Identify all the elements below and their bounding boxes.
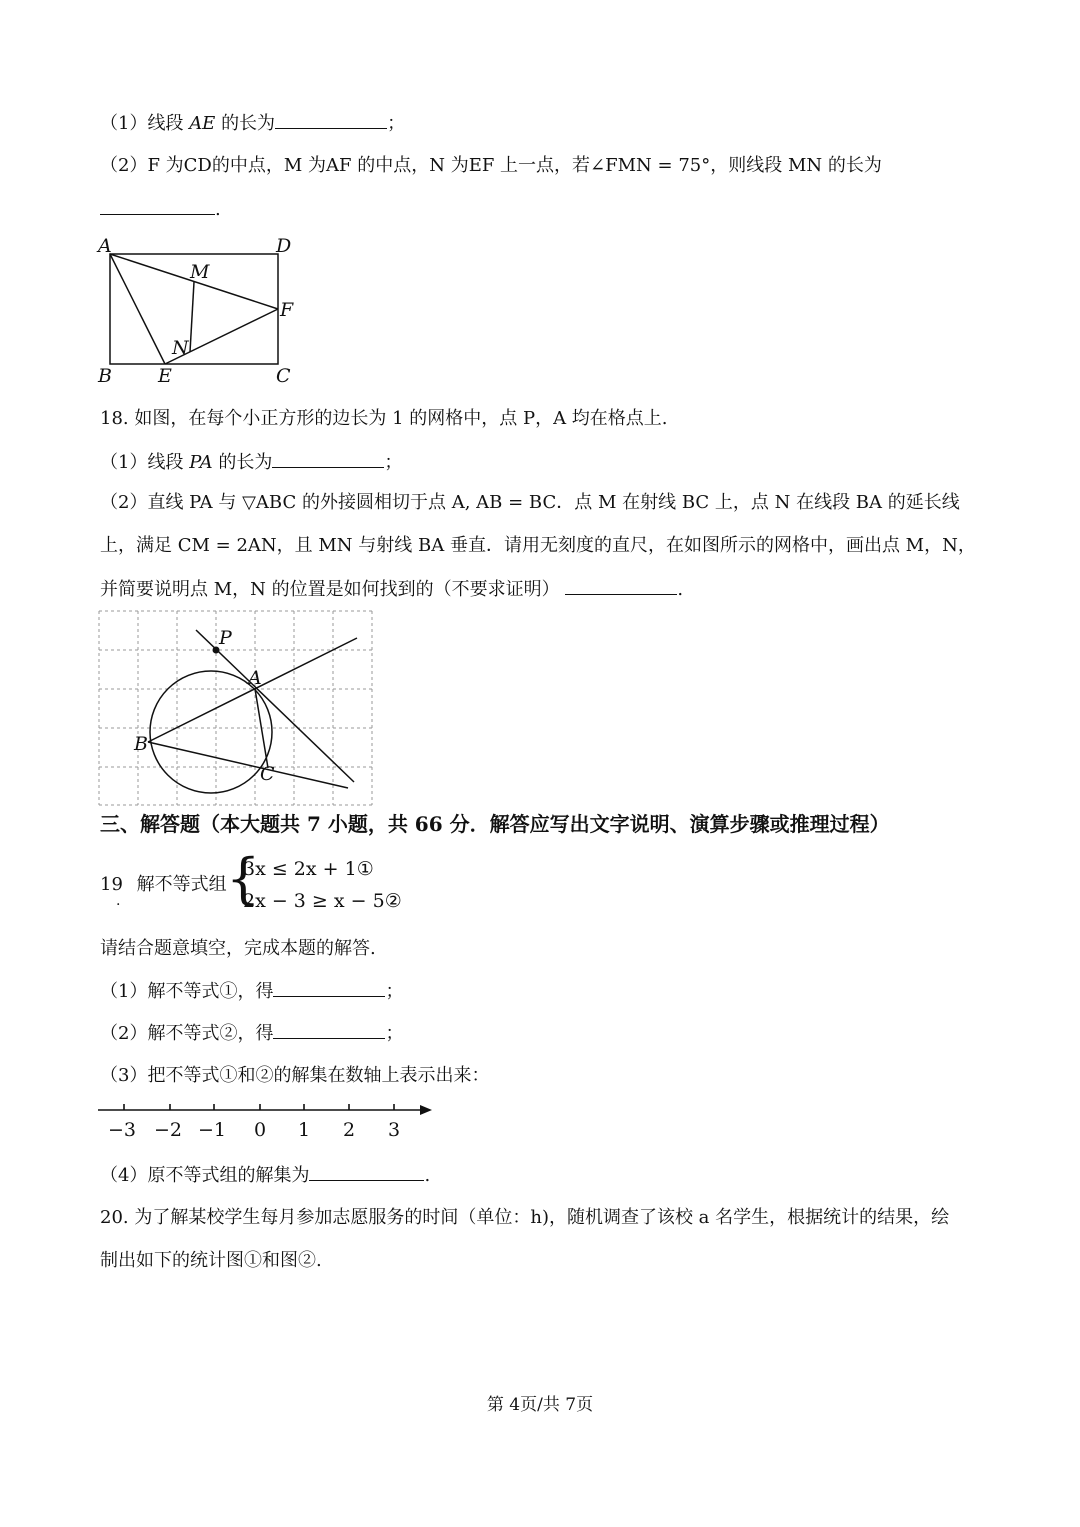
q17-part2 bbox=[100, 153, 882, 179]
q19-number: 19 bbox=[100, 874, 123, 895]
q17-part1: （1）线段 AE 的长为 ； bbox=[100, 110, 405, 137]
grid-lines bbox=[99, 611, 372, 805]
q19-inequality-2: 2x − 3 ≥ x − 5② bbox=[243, 890, 402, 912]
section3-heading-text: 三、解答题（本大题共 7 小题，共 66 分．解答应写出文字说明、演算步骤或推理过程） bbox=[100, 812, 890, 836]
q18-answer1-blank[interactable] bbox=[272, 449, 384, 468]
tick-label: 1 bbox=[297, 1119, 311, 1141]
q19-part3 bbox=[100, 1063, 489, 1089]
q20-line1 bbox=[100, 1205, 949, 1231]
label-f: F bbox=[280, 299, 294, 321]
q18-stem bbox=[100, 406, 668, 432]
q19-part3-text: （3）把不等式①和②的解集在数轴上表示出来： bbox=[100, 1065, 490, 1086]
label-c: C bbox=[260, 763, 275, 785]
q19-instruction-text: 请结合题意填空，完成本题的解答. bbox=[100, 938, 376, 959]
section3-heading bbox=[100, 811, 890, 837]
segment-mn bbox=[190, 282, 194, 352]
q18-grid-figure bbox=[98, 610, 374, 806]
q19-dot: . bbox=[116, 893, 121, 909]
q19-part2: （2）解不等式②，得 ； bbox=[100, 1020, 403, 1047]
q19-part4-text: （4）原不等式组的解集为 bbox=[100, 1165, 310, 1186]
q18-part1-label: （1）线段 bbox=[100, 452, 184, 473]
tick-label: 3 bbox=[387, 1119, 401, 1141]
label-a: A bbox=[248, 667, 262, 689]
system-brace: { bbox=[226, 847, 261, 910]
q19-part2-text: （2）解不等式②，得 bbox=[100, 1023, 274, 1044]
arrow-right-icon bbox=[420, 1105, 432, 1115]
q17-part2-text: （2）F 为CD的中点，M 为AF 的中点，N 为EF 上一点，若∠FMN = 75°，则线段 MN 的长为 bbox=[100, 155, 882, 176]
q18-part2-line1 bbox=[100, 490, 960, 516]
tick-label: 0 bbox=[253, 1119, 267, 1141]
q17-part1-var: AE bbox=[189, 113, 216, 134]
q18-part2-line1-text: （2）直线 PA 与 ▽ABC 的外接圆相切于点 A, AB = BC．点 M 在射线 BC 上，点 N 在线段 BA 的延长线 bbox=[100, 492, 960, 513]
label-d: D bbox=[276, 235, 292, 257]
q19-answer2-blank[interactable] bbox=[273, 1020, 385, 1039]
q17-part2-answer: . bbox=[100, 196, 221, 223]
q19-part1: （1）解不等式①，得 ； bbox=[100, 978, 403, 1005]
q19-instruction bbox=[100, 936, 376, 962]
q18-part2-line2-text: 上，满足 CM = 2AN，且 MN 与射线 BA 垂直．请用无刻度的直尺，在如图所示的网格中，画出点 M，N， bbox=[100, 535, 976, 556]
number-line bbox=[96, 1098, 441, 1146]
q19-inequality-1: 3x ≤ 2x + 1① bbox=[243, 858, 374, 880]
q18-stem-text: 18. 如图，在每个小正方形的边长为 1 的网格中，点 P，A 均在格点上. bbox=[100, 408, 668, 429]
page-footer bbox=[0, 1392, 1080, 1418]
q17-answer1-blank[interactable] bbox=[275, 110, 387, 129]
q19-label: 解不等式组 bbox=[136, 874, 227, 895]
q17-part1-text: 的长为 bbox=[221, 113, 276, 134]
q18-part2-line3: 并简要说明点 M，N 的位置是如何找到的（不要求证明） . bbox=[100, 576, 683, 603]
q18-part1-text: 的长为 bbox=[218, 452, 273, 473]
label-m: M bbox=[190, 261, 210, 283]
tick-label: −3 bbox=[107, 1119, 137, 1141]
label-b: B bbox=[134, 733, 148, 755]
q19-part1-text: （1）解不等式①，得 bbox=[100, 981, 274, 1002]
tick-label: −1 bbox=[197, 1119, 227, 1141]
q18-part2-line3-text: 并简要说明点 M，N 的位置是如何找到的（不要求证明） bbox=[100, 579, 560, 600]
page-number: 第 4页/共 7页 bbox=[486, 1395, 594, 1415]
label-n: N bbox=[172, 337, 189, 359]
label-e: E bbox=[158, 365, 172, 387]
q20-line2 bbox=[100, 1248, 322, 1274]
q17-part1-label: （1）线段 bbox=[100, 113, 184, 134]
segment-ae bbox=[110, 254, 165, 364]
q18-part1-var: PA bbox=[189, 452, 213, 473]
q18-answer2-blank[interactable] bbox=[565, 576, 677, 595]
label-b: B bbox=[98, 365, 112, 387]
q18-part2-line2 bbox=[100, 533, 976, 559]
q19-answer4-blank[interactable] bbox=[309, 1162, 424, 1181]
q17-answer2-blank[interactable] bbox=[100, 196, 215, 215]
label-p: P bbox=[219, 627, 232, 649]
q19-answer1-blank[interactable] bbox=[273, 978, 385, 997]
label-a: A bbox=[98, 235, 112, 257]
ray-ba bbox=[148, 638, 357, 742]
q19-part4: （4）原不等式组的解集为 . bbox=[100, 1162, 430, 1189]
tick-label: 2 bbox=[342, 1119, 356, 1141]
q20-line2-text: 制出如下的统计图①和图②. bbox=[100, 1250, 322, 1271]
label-c: C bbox=[276, 365, 291, 387]
tick-label: −2 bbox=[153, 1119, 183, 1141]
q18-part1: （1）线段 PA 的长为 ； bbox=[100, 449, 402, 476]
q20-line1-text: 20. 为了解某校学生每月参加志愿服务的时间（单位：h)，随机调查了该校 a 名学生，根据统计的结果，绘 bbox=[100, 1207, 950, 1228]
q17-figure bbox=[90, 230, 310, 390]
